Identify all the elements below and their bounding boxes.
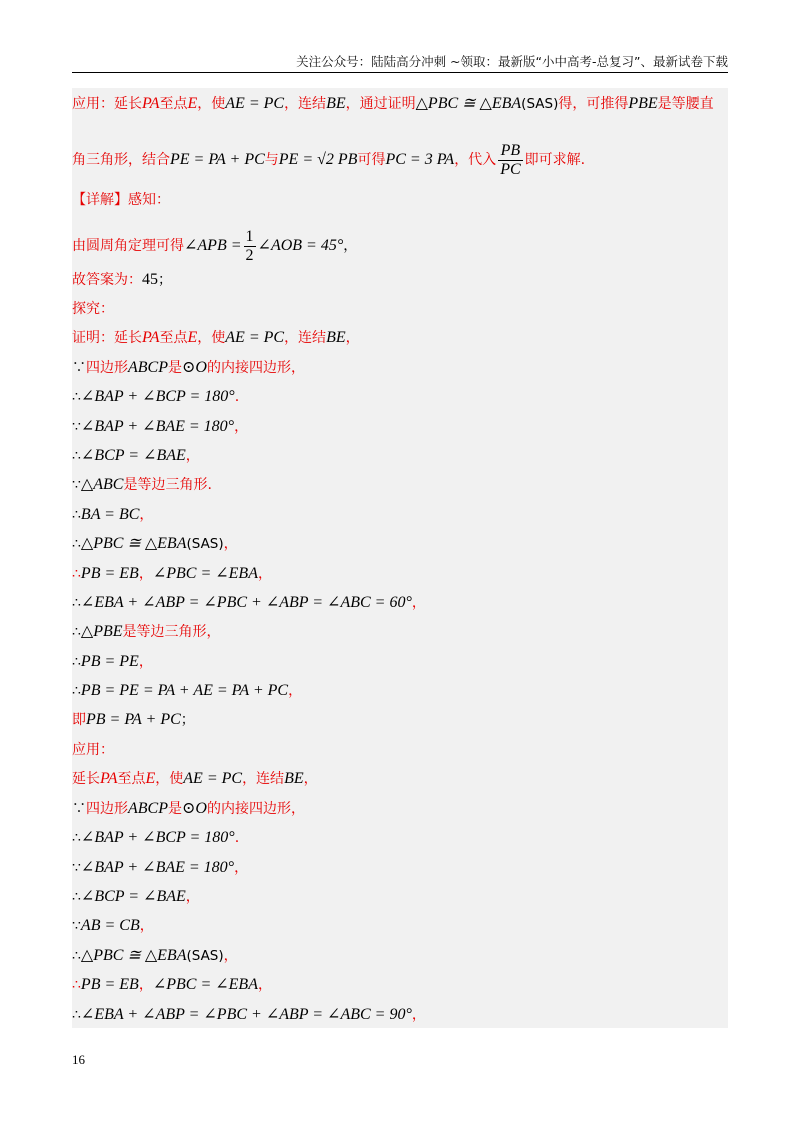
text: ，连结 — [284, 330, 327, 346]
text: 至点 — [159, 330, 188, 346]
therefore-symbol: ∴ — [72, 654, 81, 670]
math: PBE — [628, 95, 658, 112]
math: ∠BAP + ∠BAE = 180° — [80, 418, 235, 435]
text: 是等边三角形. — [123, 477, 212, 493]
header-rule — [72, 72, 728, 73]
math: AB = CB — [80, 917, 140, 934]
text: ，连结 — [242, 771, 285, 787]
text: 的内接四边形， — [206, 360, 305, 376]
text: ， — [234, 419, 249, 435]
text: ， — [345, 330, 360, 346]
text: ， — [303, 771, 318, 787]
math: △PBC ≅ △EBA — [80, 535, 187, 552]
detail-line-6 — [72, 387, 239, 407]
detail-tag: 【详解】 — [72, 192, 128, 208]
math: ∠PBC = ∠EBA — [152, 976, 258, 993]
math: △PBE — [80, 623, 123, 640]
math: BE — [284, 770, 304, 787]
math: PE = PA + PC — [170, 151, 265, 168]
text: ， — [185, 448, 200, 464]
text: 延长 — [72, 771, 100, 787]
detail-line-24 — [72, 916, 154, 936]
numerator: PB — [498, 142, 522, 161]
math: ⊙O — [182, 800, 207, 817]
text: ； — [180, 712, 195, 728]
text: 即可求解. — [524, 152, 586, 168]
therefore-symbol: ∴ — [72, 683, 81, 699]
text: ， — [138, 977, 153, 993]
math: PA — [142, 329, 160, 346]
text: 至点 — [117, 771, 146, 787]
because-symbol: ∵ — [72, 918, 81, 934]
therefore-symbol: ∴ — [72, 536, 81, 552]
therefore-symbol: ∴ — [72, 566, 81, 582]
detail-line-21 — [72, 828, 239, 848]
denominator: PC — [500, 160, 521, 178]
text: ， — [411, 1007, 426, 1023]
text: ， — [139, 918, 154, 934]
text: 证明：延长 — [72, 330, 142, 346]
math: BA = BC — [80, 506, 140, 523]
text: 得，可推得 — [558, 96, 629, 112]
detail-line-13 — [72, 593, 426, 613]
text: ，连结 — [284, 96, 327, 112]
math: ∠EBA + ∠ABP = ∠PBC + ∠ABP = ∠ABC = 90° — [80, 1006, 412, 1023]
detail-line-7 — [72, 417, 248, 437]
text: ，代入 — [454, 152, 497, 168]
math: ∠PBC = ∠EBA — [152, 565, 258, 582]
math: ∠AOB = 45° — [257, 237, 344, 254]
math: AE = PC — [225, 329, 285, 346]
because-symbol: ∵ — [72, 419, 81, 435]
detail-line-1 — [72, 226, 357, 266]
detail-line-15 — [72, 652, 153, 672]
text: ，使 — [155, 771, 184, 787]
text: 感知： — [128, 192, 170, 208]
fraction — [498, 142, 522, 179]
text: 应用：延长 — [72, 96, 142, 112]
text: ， — [234, 860, 249, 876]
text: ， — [138, 566, 153, 582]
math: ∠BAP + ∠BCP = 180° — [80, 388, 235, 405]
text: ， — [139, 507, 154, 523]
analysis-line-2 — [72, 140, 585, 180]
detail-line-25 — [72, 946, 238, 966]
therefore-symbol: ∴ — [72, 448, 81, 464]
text: ， — [288, 683, 303, 699]
page-header: 关注公众号：陆陆高分冲刺 ~领取：最新版“小中高考-总复习”、最新试卷下载 — [296, 54, 728, 69]
math: PA — [142, 95, 160, 112]
math: ∠BCP = ∠BAE — [80, 888, 186, 905]
math: BE — [326, 329, 346, 346]
detail-line-22 — [72, 858, 248, 878]
text: 是等边三角形， — [122, 624, 221, 640]
math: E — [187, 329, 198, 346]
math: (SAS) — [186, 536, 224, 552]
math: △ABC — [80, 476, 124, 493]
math: ∠BAP + ∠BAE = 180° — [80, 859, 235, 876]
math: PC = 3 PA — [385, 151, 455, 168]
text: ， — [343, 238, 358, 254]
math: ABCP — [128, 359, 168, 376]
because-symbol: ∵ — [72, 360, 86, 376]
math: ∠APB = — [184, 237, 242, 254]
text: 四边形 — [86, 360, 128, 376]
math: AE = PC — [225, 95, 285, 112]
numerator: 1 — [245, 227, 254, 245]
math: PB = EB — [80, 565, 139, 582]
analysis-line-1 — [72, 94, 714, 114]
detail-line-2 — [72, 270, 172, 290]
denominator: 2 — [245, 246, 254, 264]
text: ，通过证明 — [345, 96, 416, 112]
math: (SAS) — [186, 948, 224, 964]
because-symbol: ∵ — [72, 477, 81, 493]
text: 是等腰直 — [657, 96, 714, 112]
therefore-symbol: ∴ — [72, 624, 81, 640]
math: PA — [100, 770, 118, 787]
page-number: 16 — [72, 1052, 85, 1067]
because-symbol: ∵ — [72, 860, 81, 876]
detail-line-18: 应用： — [72, 742, 114, 758]
text: ； — [158, 272, 172, 288]
text: 与 — [264, 152, 279, 168]
math: ⊙O — [182, 359, 207, 376]
text: ， — [411, 595, 426, 611]
text: ， — [138, 654, 153, 670]
solution-content — [72, 88, 728, 1028]
detail-line-9 — [72, 475, 212, 495]
text: ， — [257, 977, 272, 993]
detail-line-4 — [72, 328, 360, 348]
text: 的内接四边形， — [206, 801, 305, 817]
math: AE = PC — [183, 770, 243, 787]
text: 是 — [168, 360, 182, 376]
math: 45 — [142, 271, 158, 288]
therefore-symbol: ∴ — [72, 507, 81, 523]
detail-heading — [72, 190, 170, 210]
text: ，使 — [197, 330, 226, 346]
fraction — [244, 228, 256, 265]
math: PB = PE = PA + AE = PA + PC — [80, 682, 289, 699]
detail-line-16 — [72, 681, 302, 701]
detail-line-5 — [72, 358, 305, 378]
detail-line-27 — [72, 1005, 426, 1025]
text: ， — [223, 948, 238, 964]
text: 即 — [72, 712, 86, 728]
text: 故答案为： — [72, 272, 142, 288]
detail-line-12 — [72, 564, 272, 584]
therefore-symbol: ∴ — [72, 595, 81, 611]
detail-line-23 — [72, 887, 200, 907]
math: (SAS) — [521, 96, 559, 112]
text: ， — [257, 566, 272, 582]
detail-line-11 — [72, 534, 238, 554]
because-symbol: ∵ — [72, 801, 86, 817]
math: E — [145, 770, 156, 787]
math: PB = PA + PC — [86, 711, 181, 728]
detail-line-3: 探究： — [72, 301, 114, 317]
text: 是 — [168, 801, 182, 817]
detail-line-14 — [72, 622, 221, 642]
detail-line-26 — [72, 975, 272, 995]
detail-line-17 — [72, 710, 195, 730]
detail-line-19 — [72, 769, 318, 789]
detail-line-10 — [72, 505, 153, 525]
therefore-symbol: ∴ — [72, 889, 81, 905]
text: 可得 — [357, 152, 386, 168]
math: △PBC ≅ △EBA — [415, 95, 522, 112]
text: ，使 — [197, 96, 226, 112]
math: E — [187, 95, 198, 112]
math: PB = PE — [80, 653, 139, 670]
text: 角三角形，结合 — [72, 152, 170, 168]
math: ∠EBA + ∠ABP = ∠PBC + ∠ABP = ∠ABC = 60° — [80, 594, 412, 611]
math: PE = √2 PB — [278, 151, 358, 168]
text: . — [234, 830, 240, 846]
therefore-symbol: ∴ — [72, 948, 81, 964]
detail-line-8 — [72, 446, 200, 466]
therefore-symbol: ∴ — [72, 389, 81, 405]
therefore-symbol: ∴ — [72, 830, 81, 846]
text: 四边形 — [86, 801, 128, 817]
math: △PBC ≅ △EBA — [80, 947, 187, 964]
math: ∠BCP = ∠BAE — [80, 447, 186, 464]
math: ABCP — [128, 800, 168, 817]
math: ∠BAP + ∠BCP = 180° — [80, 829, 235, 846]
text: ， — [223, 536, 238, 552]
therefore-symbol: ∴ — [72, 1007, 81, 1023]
text: 至点 — [159, 96, 188, 112]
text: . — [234, 389, 240, 405]
math: BE — [326, 95, 346, 112]
text: ， — [185, 889, 200, 905]
therefore-symbol: ∴ — [72, 977, 81, 993]
math: PB = EB — [80, 976, 139, 993]
text: 由圆周角定理可得 — [72, 238, 184, 254]
detail-line-20 — [72, 799, 305, 819]
